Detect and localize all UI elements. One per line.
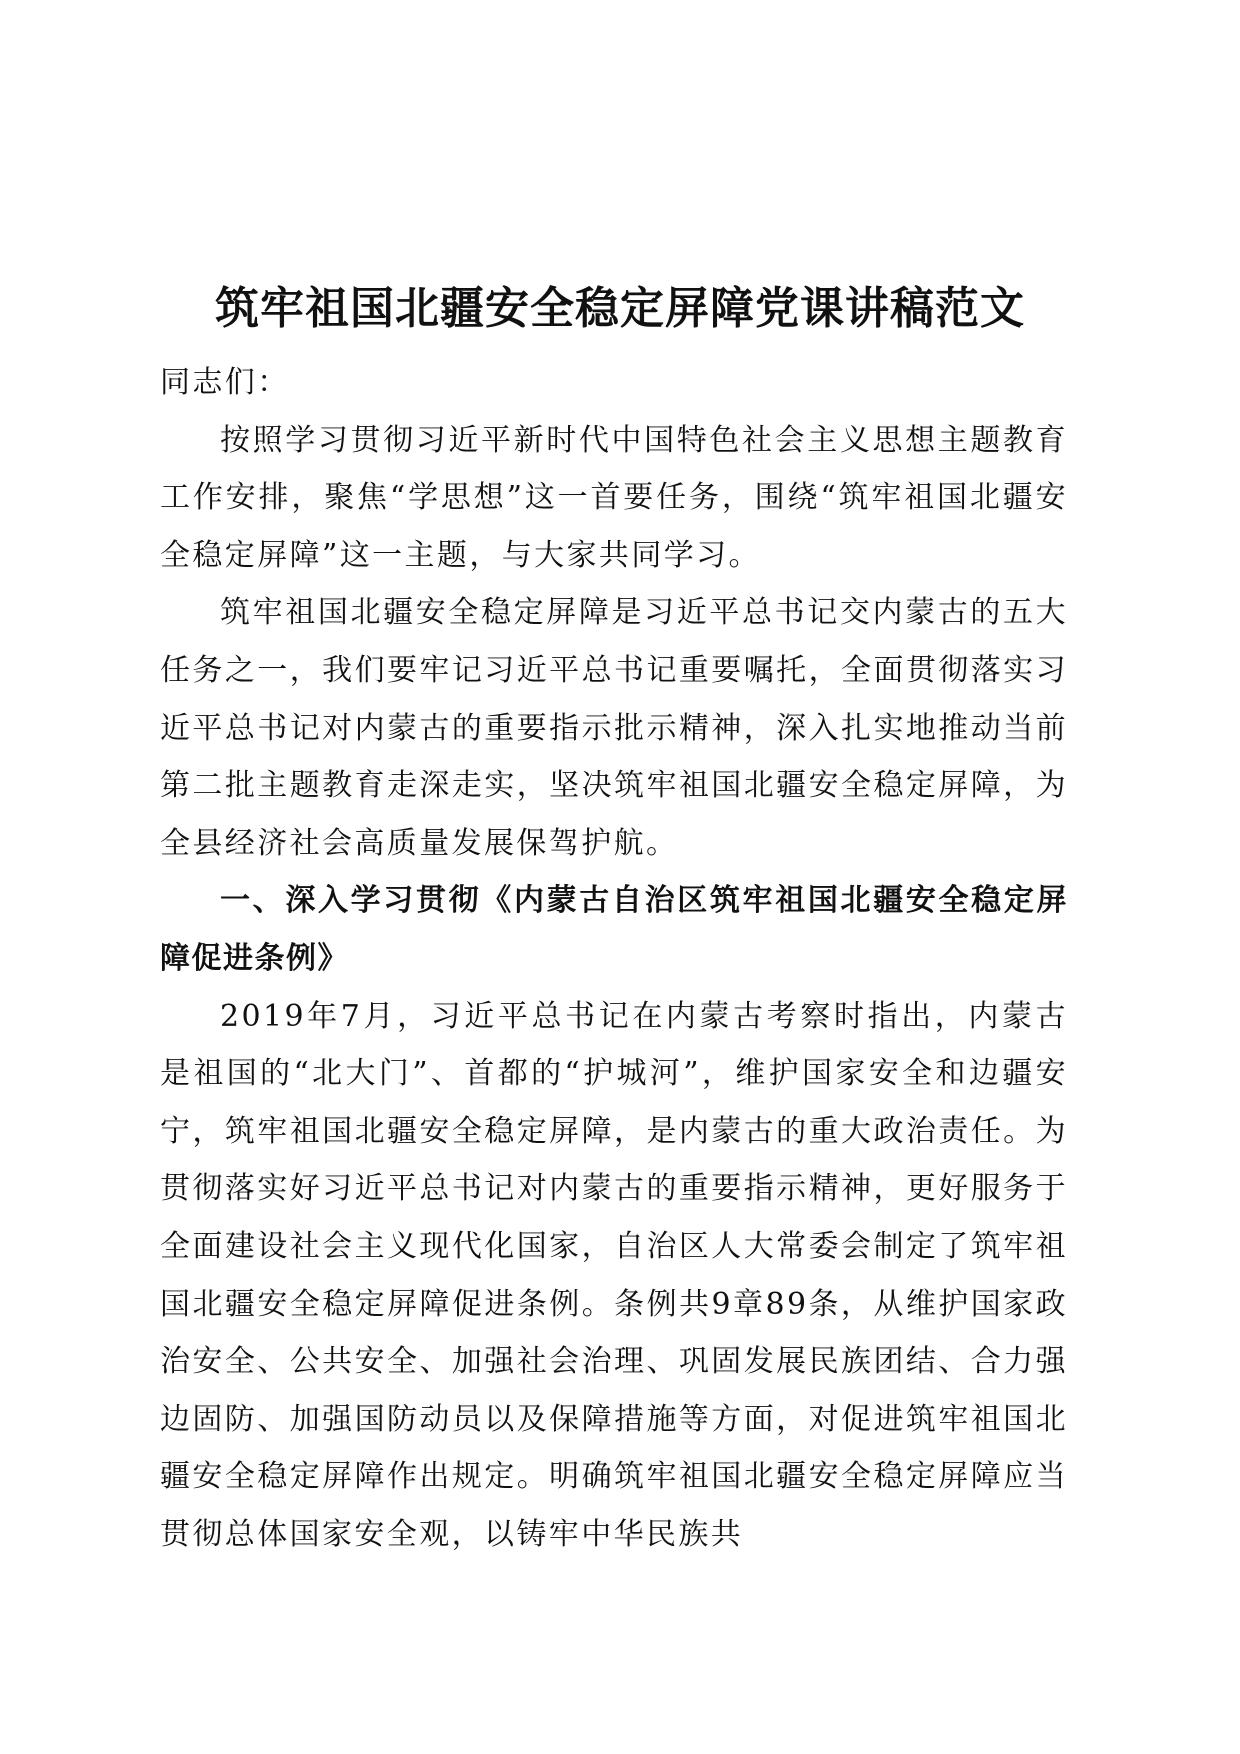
- document-body: [160, 354, 1068, 1563]
- intro-paragraph: 按照学习贯彻习近平新时代中国特色社会主义思想主题教育工作安排，聚焦“学思想”这一首要任务，围绕“筑牢祖国北疆安全稳定屏障”这一主题，与大家共同学习。: [160, 422, 1068, 573]
- section-paragraph: 2019年7月，习近平总书记在内蒙古考察时指出，内蒙古是祖国的“北大门”、首都的“护城河”，维护国家安全和边疆安宁，筑牢祖国北疆安全稳定屏障，是内蒙古的重大政治责任。为贯彻落实好习近平总书记对内蒙古的重要指示精神，更好服务于全面建设社会主义现代化国家，自治区人大常委会制定了筑牢祖国北疆安全稳定屏障促进条例。条例共9章89条，从维护国家政治安全、公共安全、加强社会治理、巩固发展民族团结、合力强边固防、加强国防动员以及保障措施等方面，对促进筑牢祖国北疆安全稳定屏障作出规定。明确筑牢祖国北疆安全稳定屏障应当贯彻总体国家安全观，以铸牢中华民族共: [160, 998, 1068, 1552]
- mission-paragraph: 筑牢祖国北疆安全稳定屏障是习近平总书记交内蒙古的五大任务之一，我们要牢记习近平总书记重要嘱托，全面贯彻落实习近平总书记对内蒙古的重要指示批示精神，深入扎实地推动当前第二批主题教育走深走实，坚决筑牢祖国北疆安全稳定屏障，为全县经济社会高质量发展保驾护航。: [160, 595, 1068, 861]
- salutation: 同志们：: [160, 365, 290, 400]
- section-heading: 一、深入学习贯彻《内蒙古自治区筑牢祖国北疆安全稳定屏障促进条例》: [160, 883, 1068, 976]
- document-title: 筑牢祖国北疆安全稳定屏障党课讲稿范文: [215, 283, 1025, 335]
